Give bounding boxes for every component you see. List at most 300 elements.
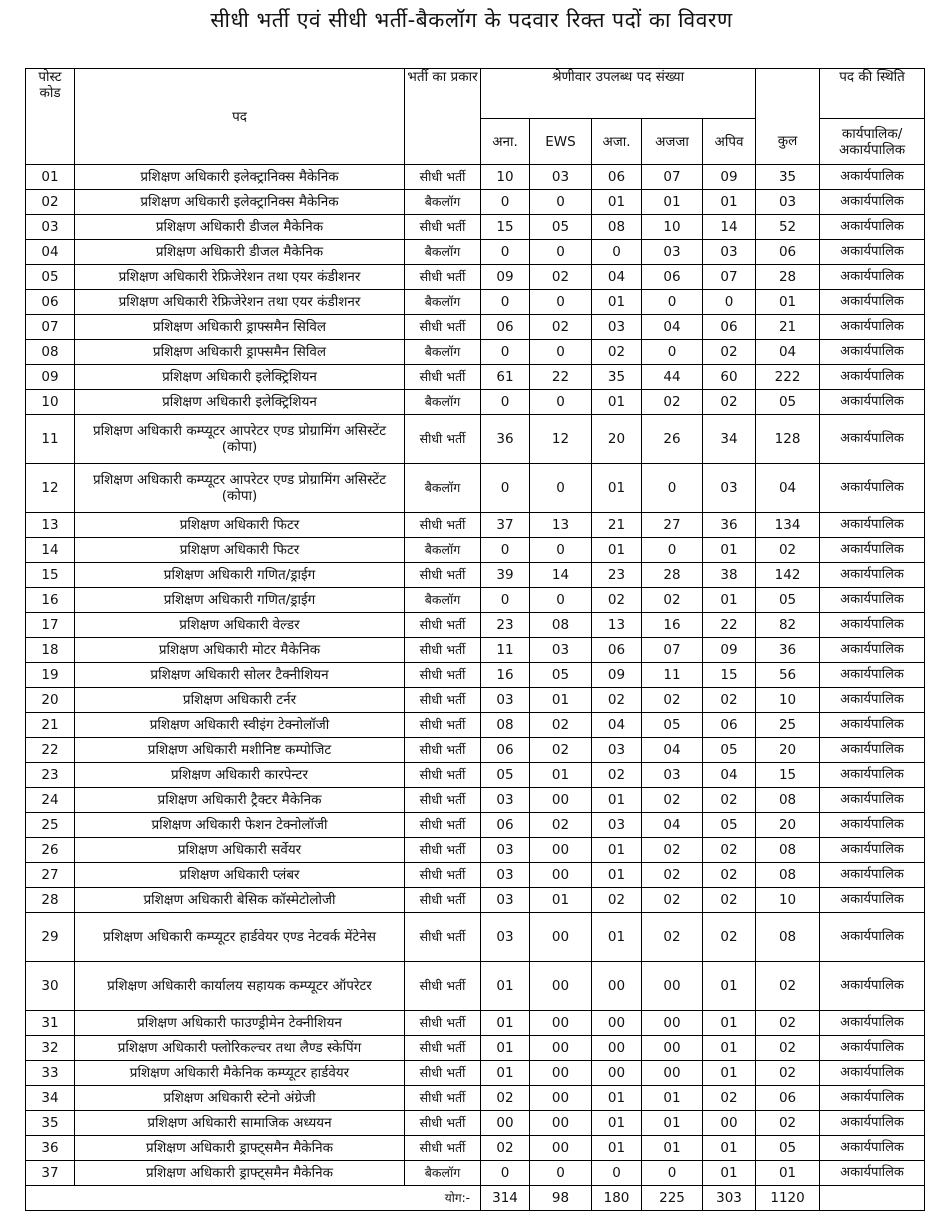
recruitment-type-cell: सीधी भर्ती — [405, 688, 481, 713]
una-cell: 0 — [481, 340, 530, 365]
status-cell: अकार्यपालिक — [820, 738, 925, 763]
post-code-cell: 29 — [26, 913, 75, 962]
table-row — [26, 265, 925, 290]
aja-cell: 00 — [592, 1061, 642, 1086]
una-cell: 02 — [481, 1086, 530, 1111]
una-cell: 06 — [481, 813, 530, 838]
post-name-cell: प्रशिक्षण अधिकारी इलेक्ट्रिशियन — [75, 390, 405, 415]
table-row — [26, 1111, 925, 1136]
ajja-cell: 02 — [642, 888, 703, 913]
post-name-cell: प्रशिक्षण अधिकारी प्लंबर — [75, 863, 405, 888]
status-cell: अकार्यपालिक — [820, 863, 925, 888]
totals-status-empty — [820, 1186, 925, 1211]
recruitment-type-cell: सीधी भर्ती — [405, 1061, 481, 1086]
aja-cell: 06 — [592, 638, 642, 663]
total-cell: 128 — [756, 415, 820, 464]
status-cell: अकार्यपालिक — [820, 415, 925, 464]
aja-cell: 04 — [592, 713, 642, 738]
table-row — [26, 913, 925, 962]
aja-cell: 06 — [592, 165, 642, 190]
ews-cell: 05 — [530, 215, 592, 240]
ews-cell: 00 — [530, 1111, 592, 1136]
table-row — [26, 538, 925, 563]
post-code-cell: 34 — [26, 1086, 75, 1111]
ews-cell: 00 — [530, 1061, 592, 1086]
status-cell: अकार्यपालिक — [820, 1036, 925, 1061]
post-name-cell: प्रशिक्षण अधिकारी रेफ्रिजेरेशन तथा एयर कंडीशनर — [75, 265, 405, 290]
apiv-cell: 01 — [703, 1011, 756, 1036]
apiv-cell: 15 — [703, 663, 756, 688]
ajja-cell: 02 — [642, 688, 703, 713]
status-cell: अकार्यपालिक — [820, 215, 925, 240]
post-name-cell: प्रशिक्षण अधिकारी मशीनिष्ट कम्पोजिट — [75, 738, 405, 763]
ews-cell: 02 — [530, 265, 592, 290]
recruitment-type-cell: सीधी भर्ती — [405, 962, 481, 1011]
apiv-cell: 02 — [703, 788, 756, 813]
post-name-cell: प्रशिक्षण अधिकारी कम्प्यूटर आपरेटर एण्ड प्रोग्रामिंग असिस्टेंट (कोपा) — [75, 464, 405, 513]
recruitment-type-cell: सीधी भर्ती — [405, 215, 481, 240]
apiv-cell: 02 — [703, 863, 756, 888]
post-code-cell: 01 — [26, 165, 75, 190]
post-name-cell: प्रशिक्षण अधिकारी टर्नर — [75, 688, 405, 713]
una-cell: 08 — [481, 713, 530, 738]
total-cell: 04 — [756, 340, 820, 365]
aja-cell: 01 — [592, 190, 642, 215]
table-row — [26, 464, 925, 513]
una-cell: 10 — [481, 165, 530, 190]
aja-cell: 35 — [592, 365, 642, 390]
ews-cell: 05 — [530, 663, 592, 688]
table-row — [26, 763, 925, 788]
ews-cell: 0 — [530, 464, 592, 513]
table-row — [26, 365, 925, 390]
post-name-cell: प्रशिक्षण अधिकारी मोटर मैकेनिक — [75, 638, 405, 663]
una-cell: 06 — [481, 738, 530, 763]
aja-cell: 08 — [592, 215, 642, 240]
status-cell: अकार्यपालिक — [820, 165, 925, 190]
status-cell: अकार्यपालिक — [820, 390, 925, 415]
recruitment-type-cell: सीधी भर्ती — [405, 888, 481, 913]
post-code-cell: 07 — [26, 315, 75, 340]
table-row — [26, 190, 925, 215]
table-row — [26, 390, 925, 415]
total-cell: 52 — [756, 215, 820, 240]
total-ews-cell: 98 — [530, 1186, 592, 1211]
status-cell: अकार्यपालिक — [820, 763, 925, 788]
total-cell: 05 — [756, 588, 820, 613]
header-ews: EWS — [530, 119, 592, 165]
status-cell: अकार्यपालिक — [820, 1086, 925, 1111]
table-row — [26, 788, 925, 813]
ews-cell: 01 — [530, 688, 592, 713]
post-code-cell: 08 — [26, 340, 75, 365]
post-name-cell: प्रशिक्षण अधिकारी ट्रैक्टर मैकेनिक — [75, 788, 405, 813]
una-cell: 03 — [481, 838, 530, 863]
ajja-cell: 07 — [642, 165, 703, 190]
status-cell: अकार्यपालिक — [820, 638, 925, 663]
post-name-cell: प्रशिक्षण अधिकारी सोलर टैक्नीशियन — [75, 663, 405, 688]
post-code-cell: 06 — [26, 290, 75, 315]
status-cell: अकार्यपालिक — [820, 888, 925, 913]
recruitment-type-cell: बैकलॉग — [405, 464, 481, 513]
status-cell: अकार्यपालिक — [820, 513, 925, 538]
post-code-cell: 35 — [26, 1111, 75, 1136]
totals-label: योग:- — [26, 1186, 481, 1211]
recruitment-type-cell: सीधी भर्ती — [405, 563, 481, 588]
post-code-cell: 18 — [26, 638, 75, 663]
una-cell: 0 — [481, 290, 530, 315]
aja-cell: 03 — [592, 738, 642, 763]
ajja-cell: 02 — [642, 390, 703, 415]
table-row — [26, 215, 925, 240]
apiv-cell: 38 — [703, 563, 756, 588]
una-cell: 0 — [481, 190, 530, 215]
table-row — [26, 1061, 925, 1086]
post-code-cell: 14 — [26, 538, 75, 563]
recruitment-type-cell: सीधी भर्ती — [405, 365, 481, 390]
recruitment-type-cell: बैकलॉग — [405, 290, 481, 315]
ajja-cell: 0 — [642, 464, 703, 513]
post-code-cell: 04 — [26, 240, 75, 265]
total-cell: 05 — [756, 390, 820, 415]
total-cell: 02 — [756, 1011, 820, 1036]
una-cell: 02 — [481, 1136, 530, 1161]
apiv-cell: 01 — [703, 1136, 756, 1161]
table-row — [26, 1036, 925, 1061]
ews-cell: 02 — [530, 315, 592, 340]
post-code-cell: 21 — [26, 713, 75, 738]
ajja-cell: 00 — [642, 1011, 703, 1036]
aja-cell: 01 — [592, 538, 642, 563]
recruitment-type-cell: बैकलॉग — [405, 588, 481, 613]
status-cell: अकार्यपालिक — [820, 1061, 925, 1086]
post-name-cell: प्रशिक्षण अधिकारी इलेक्ट्रानिक्स मैकेनिक — [75, 190, 405, 215]
post-code-cell: 16 — [26, 588, 75, 613]
post-code-cell: 12 — [26, 464, 75, 513]
una-cell: 03 — [481, 788, 530, 813]
una-cell: 11 — [481, 638, 530, 663]
post-code-cell: 33 — [26, 1061, 75, 1086]
aja-cell: 01 — [592, 1086, 642, 1111]
ajja-cell: 00 — [642, 962, 703, 1011]
post-code-cell: 26 — [26, 838, 75, 863]
una-cell: 37 — [481, 513, 530, 538]
recruitment-type-cell: सीधी भर्ती — [405, 315, 481, 340]
ews-cell: 0 — [530, 290, 592, 315]
post-name-cell: प्रशिक्षण अधिकारी ड्राफ्ट्समैन मैकेनिक — [75, 1136, 405, 1161]
post-code-cell: 36 — [26, 1136, 75, 1161]
una-cell: 0 — [481, 390, 530, 415]
una-cell: 0 — [481, 240, 530, 265]
post-name-cell: प्रशिक्षण अधिकारी कम्प्यूटर आपरेटर एण्ड प्रोग्रामिंग असिस्टेंट (कोपा) — [75, 415, 405, 464]
header-ajja: अजजा — [642, 119, 703, 165]
una-cell: 01 — [481, 1061, 530, 1086]
una-cell: 16 — [481, 663, 530, 688]
una-cell: 39 — [481, 563, 530, 588]
apiv-cell: 02 — [703, 888, 756, 913]
ajja-cell: 01 — [642, 190, 703, 215]
table-row — [26, 738, 925, 763]
status-cell: अकार्यपालिक — [820, 290, 925, 315]
ews-cell: 0 — [530, 390, 592, 415]
post-name-cell: प्रशिक्षण अधिकारी इलेक्ट्रिशियन — [75, 365, 405, 390]
post-name-cell: प्रशिक्षण अधिकारी गणित/ड्राईग — [75, 563, 405, 588]
apiv-cell: 05 — [703, 813, 756, 838]
apiv-cell: 0 — [703, 290, 756, 315]
apiv-cell: 02 — [703, 390, 756, 415]
aja-cell: 00 — [592, 962, 642, 1011]
apiv-cell: 02 — [703, 688, 756, 713]
ews-cell: 00 — [530, 1086, 592, 1111]
una-cell: 05 — [481, 763, 530, 788]
total-cell: 142 — [756, 563, 820, 588]
apiv-cell: 05 — [703, 738, 756, 763]
post-name-cell: प्रशिक्षण अधिकारी मैकेनिक कम्प्यूटर हार्डवेयर — [75, 1061, 405, 1086]
status-cell: अकार्यपालिक — [820, 838, 925, 863]
recruitment-type-cell: सीधी भर्ती — [405, 1036, 481, 1061]
total-cell: 05 — [756, 1136, 820, 1161]
apiv-cell: 01 — [703, 538, 756, 563]
una-cell: 15 — [481, 215, 530, 240]
post-code-cell: 31 — [26, 1011, 75, 1036]
una-cell: 03 — [481, 863, 530, 888]
post-name-cell: प्रशिक्षण अधिकारी सामाजिक अध्ययन — [75, 1111, 405, 1136]
status-cell: अकार्यपालिक — [820, 663, 925, 688]
post-name-cell: प्रशिक्षण अधिकारी कारपेन्टर — [75, 763, 405, 788]
status-cell: अकार्यपालिक — [820, 563, 925, 588]
aja-cell: 20 — [592, 415, 642, 464]
table-row — [26, 513, 925, 538]
una-cell: 01 — [481, 1036, 530, 1061]
recruitment-type-cell: बैकलॉग — [405, 1161, 481, 1186]
ajja-cell: 0 — [642, 1161, 703, 1186]
una-cell: 0 — [481, 538, 530, 563]
apiv-cell: 34 — [703, 415, 756, 464]
ews-cell: 00 — [530, 1036, 592, 1061]
post-code-cell: 30 — [26, 962, 75, 1011]
table-row — [26, 588, 925, 613]
ews-cell: 0 — [530, 538, 592, 563]
total-cell: 222 — [756, 365, 820, 390]
totals-row — [26, 1186, 925, 1211]
status-cell: अकार्यपालिक — [820, 962, 925, 1011]
apiv-cell: 04 — [703, 763, 756, 788]
status-cell: अकार्यपालिक — [820, 538, 925, 563]
table-row — [26, 1161, 925, 1186]
aja-cell: 01 — [592, 863, 642, 888]
apiv-cell: 22 — [703, 613, 756, 638]
ajja-cell: 04 — [642, 315, 703, 340]
apiv-cell: 01 — [703, 190, 756, 215]
post-name-cell: प्रशिक्षण अधिकारी डीजल मैकेनिक — [75, 215, 405, 240]
ajja-cell: 02 — [642, 913, 703, 962]
table-row — [26, 165, 925, 190]
ews-cell: 00 — [530, 863, 592, 888]
post-code-cell: 25 — [26, 813, 75, 838]
una-cell: 36 — [481, 415, 530, 464]
ajja-cell: 04 — [642, 738, 703, 763]
una-cell: 03 — [481, 688, 530, 713]
total-ajja-cell: 225 — [642, 1186, 703, 1211]
ews-cell: 14 — [530, 563, 592, 588]
ews-cell: 22 — [530, 365, 592, 390]
total-cell: 02 — [756, 1111, 820, 1136]
total-cell: 06 — [756, 1086, 820, 1111]
total-cell: 15 — [756, 763, 820, 788]
aja-cell: 0 — [592, 1161, 642, 1186]
header-total-spacer — [756, 69, 820, 119]
aja-cell: 01 — [592, 913, 642, 962]
total-cell: 08 — [756, 913, 820, 962]
recruitment-type-cell: सीधी भर्ती — [405, 415, 481, 464]
post-code-cell: 17 — [26, 613, 75, 638]
apiv-cell: 14 — [703, 215, 756, 240]
total-cell: 08 — [756, 863, 820, 888]
total-una-cell: 314 — [481, 1186, 530, 1211]
ajja-cell: 16 — [642, 613, 703, 638]
post-name-cell: प्रशिक्षण अधिकारी फाउण्ड्रीमेन टेक्नीशियन — [75, 1011, 405, 1036]
status-cell: अकार्यपालिक — [820, 190, 925, 215]
total-cell: 35 — [756, 165, 820, 190]
una-cell: 01 — [481, 962, 530, 1011]
aja-cell: 00 — [592, 1011, 642, 1036]
post-code-cell: 15 — [26, 563, 75, 588]
ajja-cell: 07 — [642, 638, 703, 663]
ajja-cell: 01 — [642, 1136, 703, 1161]
apiv-cell: 01 — [703, 1036, 756, 1061]
post-code-cell: 24 — [26, 788, 75, 813]
page-title: सीधी भर्ती एवं सीधी भर्ती-बैकलॉग के पदवार रिक्त पदों का विवरण — [210, 8, 733, 32]
ajja-cell: 26 — [642, 415, 703, 464]
apiv-cell: 01 — [703, 1061, 756, 1086]
post-name-cell: प्रशिक्षण अधिकारी ड्राफ्ट्समैन मैकेनिक — [75, 1161, 405, 1186]
recruitment-type-cell: सीधी भर्ती — [405, 863, 481, 888]
recruitment-type-cell: बैकलॉग — [405, 340, 481, 365]
ews-cell: 02 — [530, 813, 592, 838]
table-row — [26, 688, 925, 713]
header-status-bottom: कार्यपालिक/ अकार्यपालिक — [820, 119, 925, 165]
post-name-cell: प्रशिक्षण अधिकारी फेशन टेक्नोलॉजी — [75, 813, 405, 838]
aja-cell: 13 — [592, 613, 642, 638]
recruitment-type-cell: सीधी भर्ती — [405, 1136, 481, 1161]
total-cell: 08 — [756, 838, 820, 863]
ews-cell: 00 — [530, 1136, 592, 1161]
status-cell: अकार्यपालिक — [820, 240, 925, 265]
total-cell: 02 — [756, 962, 820, 1011]
apiv-cell: 01 — [703, 1161, 756, 1186]
ews-cell: 00 — [530, 913, 592, 962]
una-cell: 0 — [481, 588, 530, 613]
post-code-cell: 10 — [26, 390, 75, 415]
ews-cell: 13 — [530, 513, 592, 538]
table-row — [26, 638, 925, 663]
table-row — [26, 563, 925, 588]
table-row — [26, 240, 925, 265]
post-code-cell: 11 — [26, 415, 75, 464]
total-cell: 82 — [756, 613, 820, 638]
post-name-cell: प्रशिक्षण अधिकारी फ्लोरिकल्चर तथा लैण्ड स्केपिंग — [75, 1036, 405, 1061]
apiv-cell: 01 — [703, 588, 756, 613]
apiv-cell: 09 — [703, 638, 756, 663]
ajja-cell: 03 — [642, 763, 703, 788]
status-cell: अकार्यपालिक — [820, 788, 925, 813]
apiv-cell: 60 — [703, 365, 756, 390]
recruitment-type-cell: सीधी भर्ती — [405, 1111, 481, 1136]
total-cell: 36 — [756, 638, 820, 663]
total-cell: 02 — [756, 538, 820, 563]
header-total: कुल — [756, 119, 820, 165]
total-cell: 06 — [756, 240, 820, 265]
status-cell: अकार्यपालिक — [820, 588, 925, 613]
total-cell: 20 — [756, 738, 820, 763]
table-row — [26, 315, 925, 340]
aja-cell: 01 — [592, 1136, 642, 1161]
recruitment-type-cell: सीधी भर्ती — [405, 713, 481, 738]
apiv-cell: 00 — [703, 1111, 756, 1136]
aja-cell: 0 — [592, 240, 642, 265]
aja-cell: 02 — [592, 888, 642, 913]
status-cell: अकार्यपालिक — [820, 340, 925, 365]
post-name-cell: प्रशिक्षण अधिकारी गणित/ड्राईग — [75, 588, 405, 613]
total-cell: 02 — [756, 1036, 820, 1061]
header-aja: अजा. — [592, 119, 642, 165]
recruitment-type-cell: सीधी भर्ती — [405, 663, 481, 688]
table-row — [26, 1086, 925, 1111]
table-row — [26, 838, 925, 863]
aja-cell: 03 — [592, 813, 642, 838]
ews-cell: 03 — [530, 165, 592, 190]
apiv-cell: 01 — [703, 962, 756, 1011]
ajja-cell: 02 — [642, 863, 703, 888]
aja-cell: 01 — [592, 464, 642, 513]
una-cell: 23 — [481, 613, 530, 638]
aja-cell: 01 — [592, 290, 642, 315]
post-code-cell: 20 — [26, 688, 75, 713]
recruitment-type-cell: बैकलॉग — [405, 390, 481, 415]
aja-cell: 23 — [592, 563, 642, 588]
post-name-cell: प्रशिक्षण अधिकारी इलेक्ट्रानिक्स मैकेनिक — [75, 165, 405, 190]
ews-cell: 08 — [530, 613, 592, 638]
post-code-cell: 32 — [26, 1036, 75, 1061]
post-name-cell: प्रशिक्षण अधिकारी फिटर — [75, 538, 405, 563]
total-cell: 56 — [756, 663, 820, 688]
aja-cell: 01 — [592, 1111, 642, 1136]
ews-cell: 12 — [530, 415, 592, 464]
recruitment-type-cell: सीधी भर्ती — [405, 813, 481, 838]
aja-cell: 03 — [592, 315, 642, 340]
recruitment-type-cell: सीधी भर्ती — [405, 763, 481, 788]
ajja-cell: 0 — [642, 538, 703, 563]
ews-cell: 00 — [530, 962, 592, 1011]
total-cell: 02 — [756, 1061, 820, 1086]
una-cell: 01 — [481, 1011, 530, 1036]
status-cell: अकार्यपालिक — [820, 1111, 925, 1136]
ajja-cell: 06 — [642, 265, 703, 290]
table-row — [26, 713, 925, 738]
aja-cell: 00 — [592, 1036, 642, 1061]
recruitment-type-cell: सीधी भर्ती — [405, 638, 481, 663]
total-cell: 28 — [756, 265, 820, 290]
status-cell: अकार्यपालिक — [820, 1136, 925, 1161]
table-row — [26, 1011, 925, 1036]
una-cell: 06 — [481, 315, 530, 340]
recruitment-type-cell: सीधी भर्ती — [405, 1011, 481, 1036]
post-name-cell: प्रशिक्षण अधिकारी स्वीइंग टेक्नोलॉजी — [75, 713, 405, 738]
ews-cell: 00 — [530, 838, 592, 863]
total-apiv-cell: 303 — [703, 1186, 756, 1211]
recruitment-type-cell: सीधी भर्ती — [405, 1086, 481, 1111]
una-cell: 03 — [481, 913, 530, 962]
